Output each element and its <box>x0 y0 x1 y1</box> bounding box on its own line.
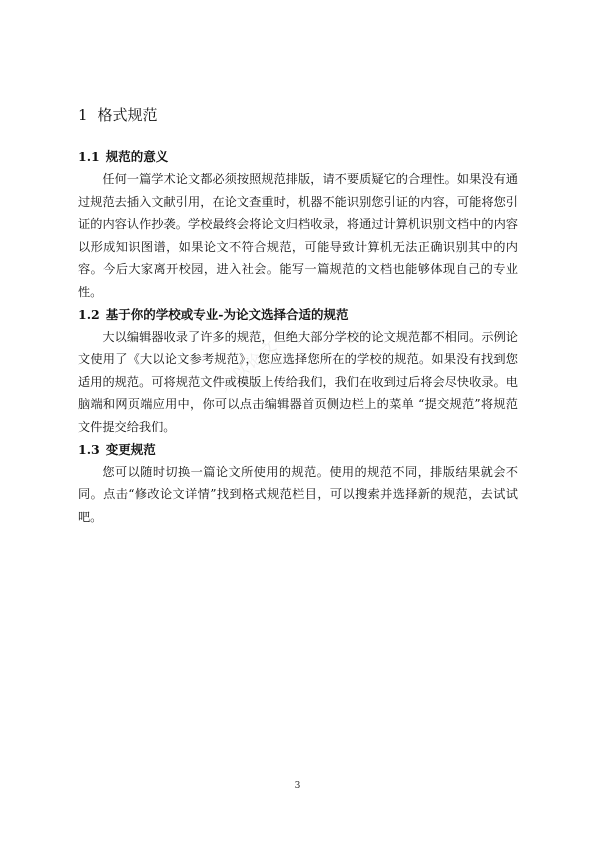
section-1-3 <box>78 439 518 529</box>
section-heading <box>78 439 518 461</box>
section-1-1 <box>78 146 518 304</box>
section-number: 1.3 <box>78 441 100 457</box>
page-content <box>78 104 518 528</box>
section-title: 变更规范 <box>105 441 156 457</box>
section-paragraph: 大以编辑器收录了许多的规范，但绝大部分学校的论文规范都不相同。示例论文使用了《大以论文参考规范》，您应选择您所在的学校的规范。如果没有找到您适用的规范。可将规范文件或模版上传给我们，我们在收到过后将会尽快收录。电脑端和网页端应用中，你可以点击编辑器首页侧边栏上的菜单 “提交规范”将规范文件提交给我们。 <box>78 329 518 434</box>
section-paragraph: 任何一篇学术论文都必须按照规范排版，请不要质疑它的合理性。如果没有通过规范去插入文献引用，在论文查重时，机器不能识别您引证的内容，可能将您引证的内容认作抄袭。学校最终会将论文归档收录，将通过计算机识别文档中的内容以形成知识图谱，如果论文不符合规范，可能导致计算机无法正确识别其中的内容。今后大家离开校园，进入社会。能写一篇规范的文档也能够体现自己的专业性。 <box>78 172 518 299</box>
section-title: 规范的意义 <box>105 149 169 164</box>
section-number: 1.1 <box>78 149 100 164</box>
watermark: 大以论文 <box>215 335 283 396</box>
chapter-number: 1 <box>78 106 88 124</box>
section-title: 基于你的学校或专业-为论文选择合适的规范 <box>105 306 349 322</box>
section-number: 1.2 <box>78 306 100 322</box>
page-number: 3 <box>294 781 301 791</box>
chapter-title: 格式规范 <box>97 106 158 124</box>
section-1-2 <box>78 304 518 439</box>
section-heading <box>78 304 518 326</box>
section-paragraph: 您可以随时切换一篇论文所使用的规范。使用的规范不同，排版结果就会不同。点击“修改论文详情”找到格式规范栏目，可以搜索并选择新的规范，去试试吧。 <box>78 464 518 524</box>
section-heading <box>78 146 518 168</box>
chapter-heading <box>78 104 518 126</box>
